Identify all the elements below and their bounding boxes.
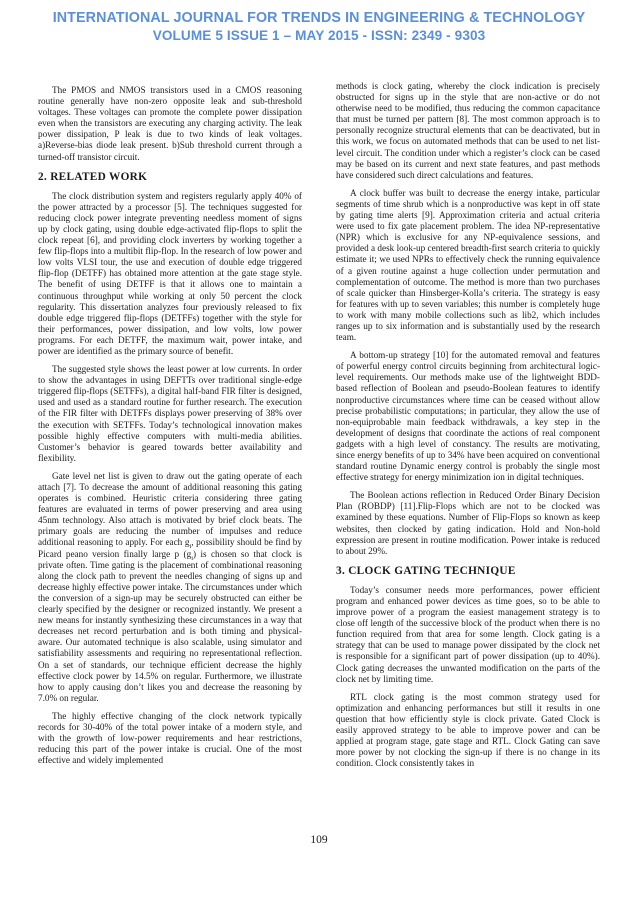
section-heading-related-work: 2. RELATED WORK: [38, 170, 148, 183]
journal-volume-issn: VOLUME 5 ISSUE 1 – MAY 2015 - ISSN: 2349 - 9303: [152, 28, 486, 43]
related-work-paragraph-1: The clock distribution system and registers regularly apply 40% of the power attracted by a processor [5]. The techniques suggested for reducing clock power integrate preventing needless moment of signs up by clock gating, using double edge-activated flip-flops to split the clock repeat [6], and providing clock inverters by working together a few flip-flops into a multibit flip-flop. In the research of low power and low volts VLSI tour, the use and execution of double edge triggered flip-flop (DETFF) has obtained more attention at the gate stage style. The benefit of using DETFF is that it allows one to maintain a continuous throughput while working at only 50 percent the clock regularity. This dissertation analyzes four previously released to fix double edge triggered flip-flops (DETFFs) together with the style for their performances, power dissipation, and low volts, low power programs. For each DETFF, the maximum wait, power intake, and power are identified as the primary source of benefit.: [38, 190, 302, 356]
continued-paragraph: methods is clock gating, whereby the clock indication is precisely obstructed for signs up in the style that are non-active or do not otherwise need to be modified, thus reducing the common capacitance that must be turned per pattern [8]. The most common approach is to personally recognize structural elements that can be deactivated, but in this work, we focus on automated methods that can be used to net list-level circuit. The condition under which a register’s clock can be cased may be based on its current and next state features, and past methods have considered such direct calculations and features.: [336, 81, 600, 180]
paragraph-3-text-b: , possibility should be find by Picard peano version finally large p (g: [38, 537, 302, 559]
subscript-i: i: [189, 543, 192, 551]
intro-paragraph: The PMOS and NMOS transistors used in a CMOS reasoning routine generally have non-zero opposite leak and sub-threshold voltages. These voltages can promote the complete power dissipation even when the transistors are executing any charging activity. The leak power dissipation, P leak is due to two kinds of leak voltages. a)Reverse-bias diode leak present. b)Sub threshold current through a turned-off transistor circuit.: [38, 85, 302, 162]
paragraph-3-text-c: ) is chosen so that clock is private often. Time gating is the placement of combinational reasoning along the clock path to prevent the needles changing of signs up and decrease highly effective power intake. The circumstances under which the conversion of a sign-up may be securely obstructed can either be clearly specified by the designer or recognized instantly. We present a new means for instantly synthesizing these circumstances in a way that decreases net record perturbation and is both timing and physical-aware. Our automated technique is also scalable, using simulator and satisfiability assessments and requiring no representational reflection. On a set of standards, our technique efficient decrease the highly effective clock power by 14.5% on regular. Furthermore, we illustrate how to apply causing don’t likes you and decrease the reasoning by 7.0% on regular.: [38, 548, 302, 703]
journal-header: [0, 9, 638, 45]
section-heading-clock-gating: 3. CLOCK GATING TECHNIQUE: [336, 564, 516, 577]
related-work-paragraph-4: The highly effective changing of the clock network typically records for 30-40% of the total power intake of a modern style, and with the growth of low-power requirements and hear restrictions, reducing this part of the power intake is crucial. One of the most effective and widely implemented: [38, 710, 302, 766]
page-number: 109: [310, 834, 328, 846]
clock-buffer-paragraph: A clock buffer was built to decrease the energy intake, particular segments of time shrub which is a nonproductive was kept in off state by gating time alerts [9]. Approximation criteria and actual criteria were used to fix gate placement problem. The idea NP-representative (NPR) which is exclusive for any NP-equivalence sessions, and provided a desk look-up centered breadth-first search criteria to quickly estimate it; we used NPRs to effectively check the running equivalence of a given routine against a huge collection under permutation and complementation of outcome. The method is more than two purchases of scale quicker than Hinsberger-Kolla’s criteria. The strategy is easy for features with up to seven variables; this number is completely huge to work with many mobile collections such as lib2, which includes ranges up to six information and is substantially used by the research team.: [336, 187, 600, 343]
left-column: [38, 85, 302, 773]
subscript-i: i: [191, 554, 194, 562]
related-work-paragraph-2: The suggested style shows the least power at low currents. In order to show the advantages in using DEFTTs over traditional single-edge triggered flip-flops (SETFFs), a digital half-band FIR filter is designed, used and used as a standard routine for further research. The execution of the FIR filter with DETFFs displays power preserving of 38% over the execution with SETFFs. Today’s technological innovation makes possible highly effective computers with multi-media abilities. Customer’s behavior is geared towards better availability and flexibility.: [38, 364, 302, 463]
clock-gating-paragraph-1: Today’s consumer needs more performances, power efficient program and enhanced power devices as time goes, so to be able to improve power of a program the easiest management strategy is to close off length of the successive block of the product when there is no function required from that area for some length. Clock gating is a strategy that can be used to manage power dissipated by the clock net is responsible for a significant part of power dissipation (up to 40%). Clock gating decreases the unwanted modification on the parts of the clock net by limiting time.: [336, 584, 600, 684]
clock-gating-paragraph-2: RTL clock gating is the most common strategy used for optimization and enhancing performances but still it results in one question that how efficiently style is clock private. Gated Clock is easily approved strategy to be able to improve power and can be applied at program stage, gate stage and RTL. Clock Gating can save more power by not clocking the sign-up if there is no change in its condition. Clock consistently takes in: [336, 691, 600, 769]
right-column: [336, 81, 600, 776]
boolean-actions-paragraph: The Boolean actions reflection in Reduced Order Binary Decision Plan (ROBDP) [11].Flip-Flops which are not to be clocked was examined by these equations. Number of Flip-Flops so known as keep websites, then clocked by gating indication. Hold and Non-hold expression are present in routine modification. Power intake is reduced to about 29%.: [336, 490, 600, 556]
paragraph-3-text-a: Gate level net list is given to draw out the gating operate of each attach [7]. To decrease the amount of additional reasoning this gating operates is combined. Heuristic criteria considering three gating features are evaluated in terms of power preserving and area using 45nm technology. Also attach is motivated by brief clock beats. The primary goals are reducing the number of impulses and reduce additional reasoning to apply. For each g: [38, 470, 302, 548]
related-work-paragraph-3: [38, 471, 302, 704]
bottom-up-strategy-paragraph: A bottom-up strategy [10] for the automated removal and features of powerful energy control circuits beginning from architectural logic-level requirements. Our methods make use of the lightweight BDD-based reflection of Boolean and pseudo-Boolean features to identify nonproductive circumstances where time can be ceased without allow precise probabilistic computations; in particular, they allow the use of non-equiprobable main feedback withdrawals, a key step in the development of designs that coordinate the actions of real component gadgets with a high level of constancy. The results are motivating, since energy benefits of up to 34% have been acquired on conventional standard routine Dynamic energy control is probably the single most effective strategy for energy minimization ion in digital techniques.: [336, 350, 600, 483]
journal-title: INTERNATIONAL JOURNAL FOR TRENDS IN ENGINEERING & TECHNOLOGY: [52, 10, 586, 26]
